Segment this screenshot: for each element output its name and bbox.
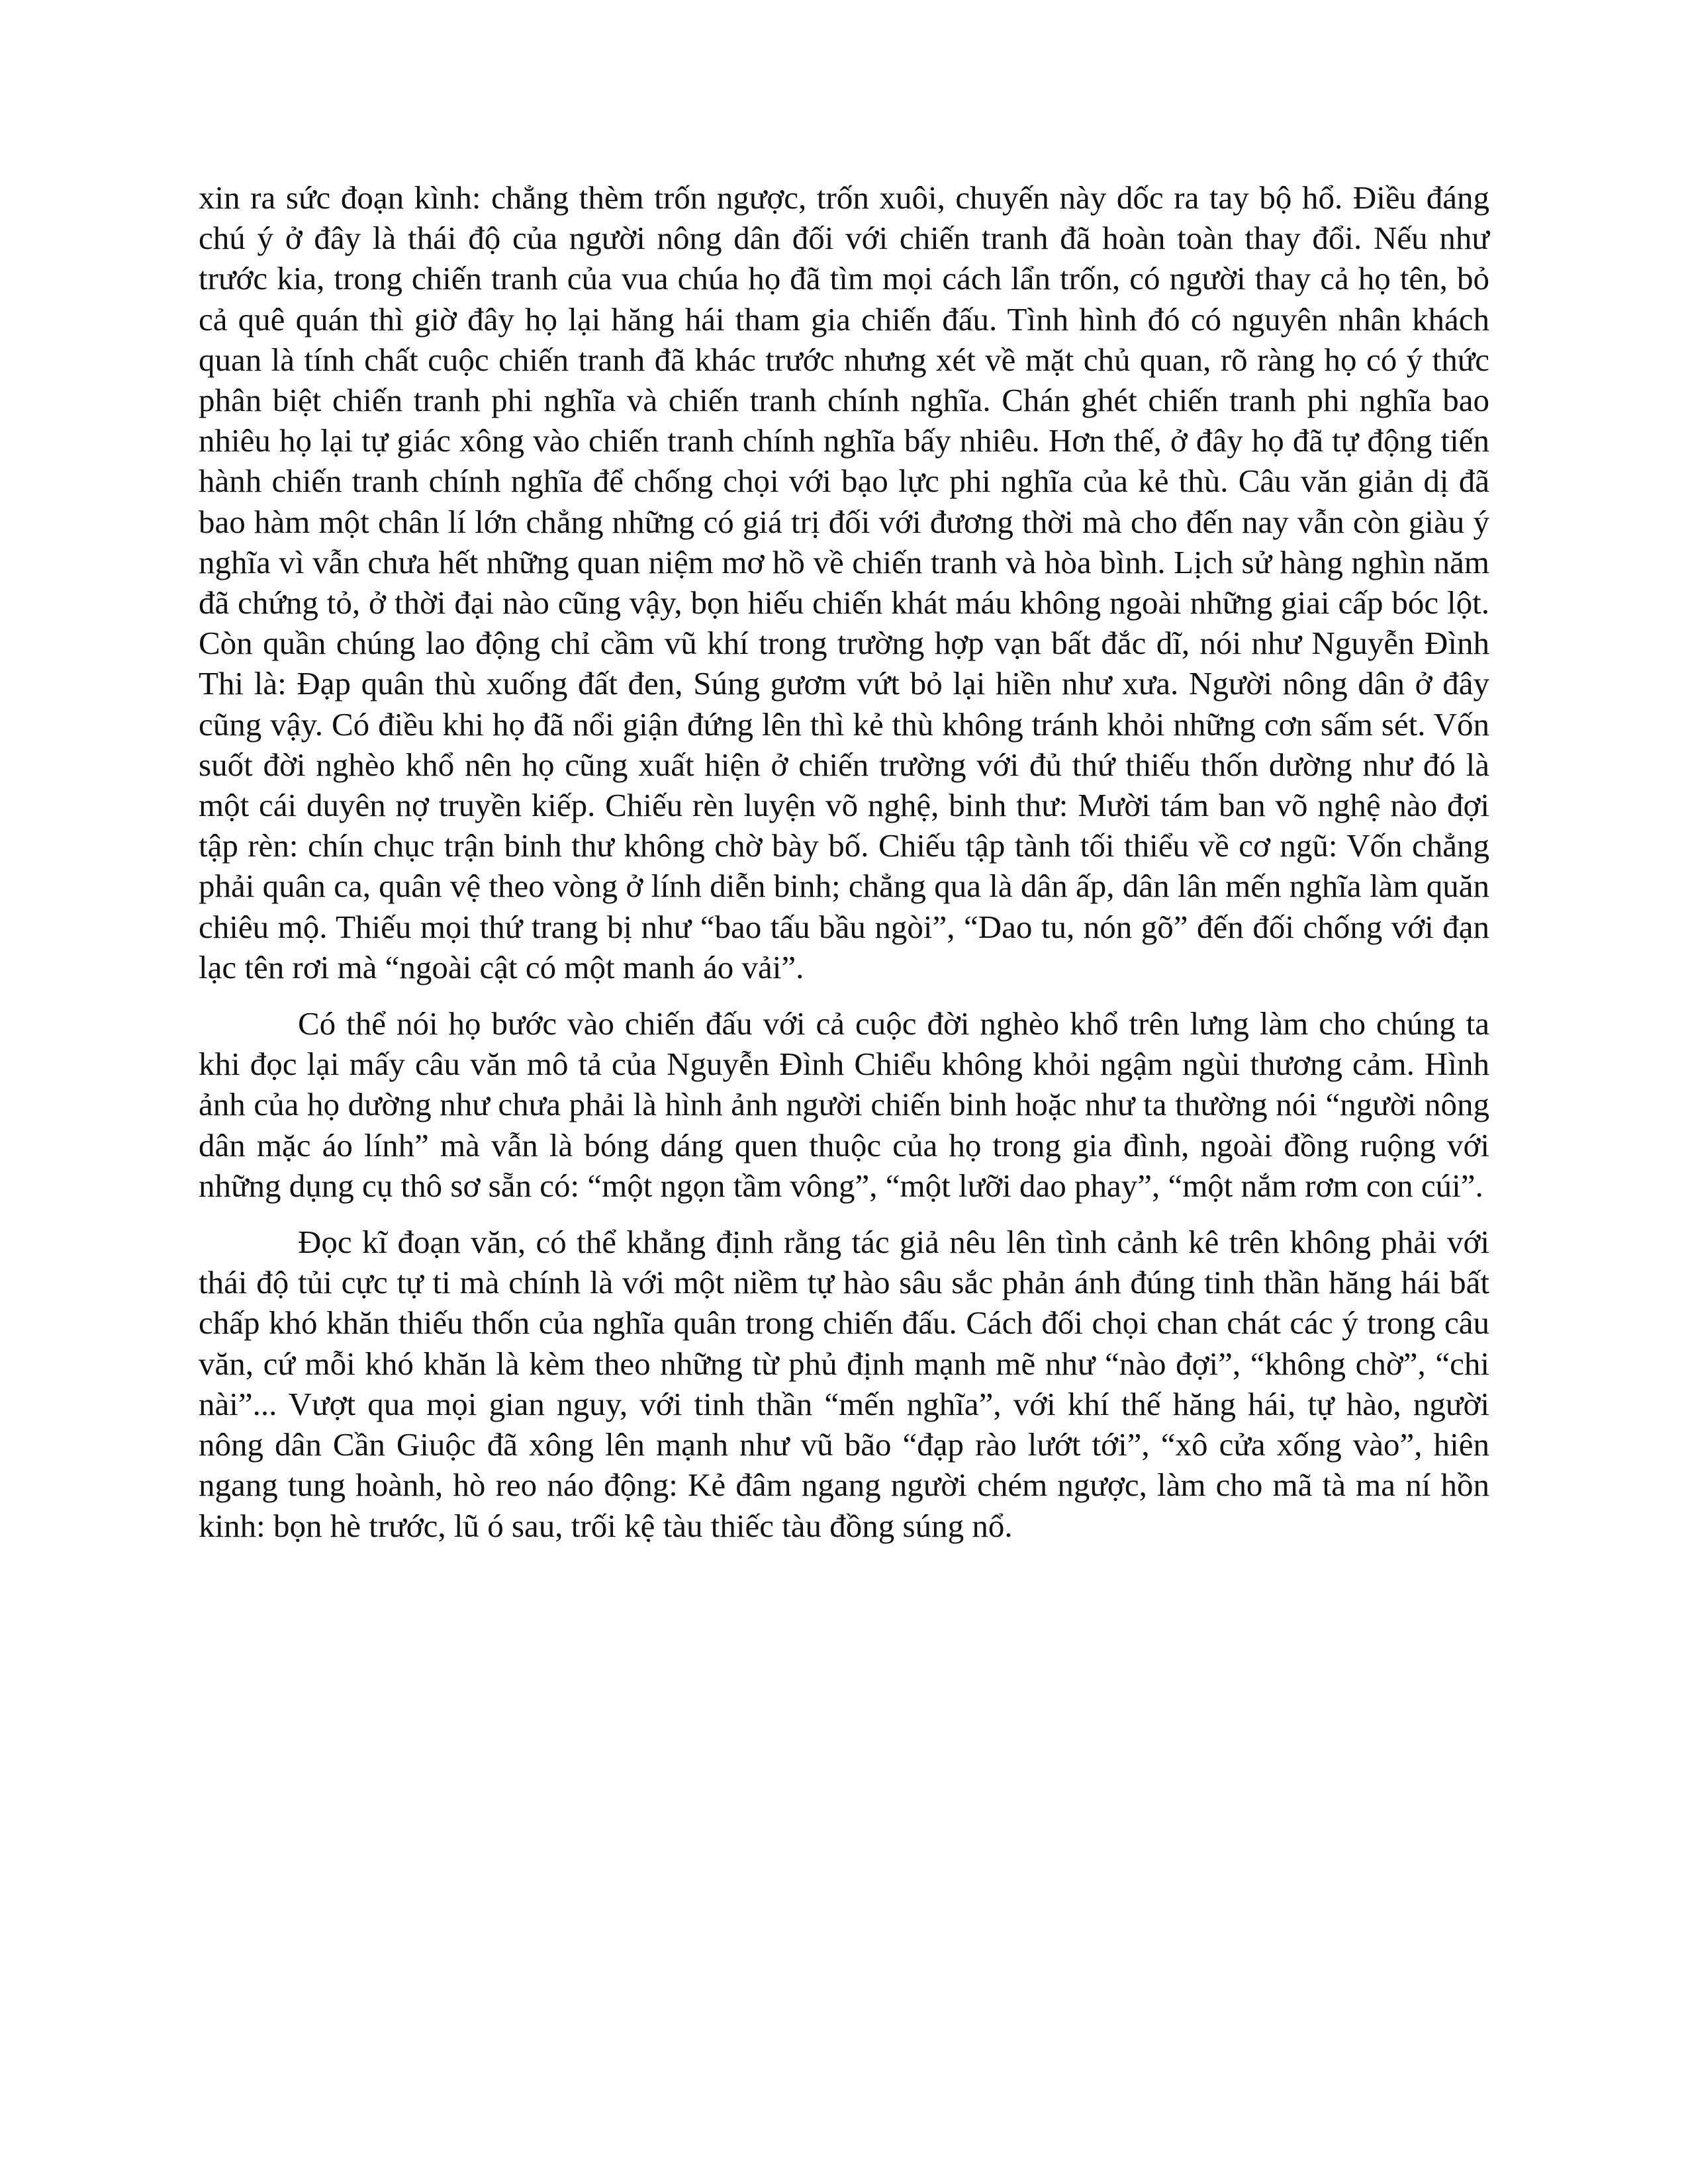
- paragraph-3: Đọc kĩ đoạn văn, có thể khẳng định rằng tác giả nêu lên tình cảnh kê trên không phải với thái độ tủi cực tự ti mà chính là với một niềm tự hào sâu sắc phản ánh đúng tinh thần hăng hái bất chấp khó khăn thiếu thốn của nghĩa quân trong chiến đấu. Cách đối chọi chan chát các ý trong câu văn, cứ mỗi khó khăn là kèm theo những từ phủ định mạnh mẽ như “nào đợi”, “không chờ”, “chi nài”... Vượt qua mọi gian nguy, với tinh thần “mến nghĩa”, với khí thế hăng hái, tự hào, người nông dân Cần Giuộc đã xông lên mạnh như vũ bão “đạp rào lướt tới”, “xô cửa xống vào”, hiên ngang tung hoành, hò reo náo động: Kẻ đâm ngang người chém ngược, làm cho mã tà ma ní hồn kinh: bọn hè trước, lũ ó sau, trối kệ tàu thiếc tàu đồng súng nổ.: [199, 1224, 1489, 1544]
- paragraph-1: xin ra sức đoạn kình: chẳng thèm trốn ngược, trốn xuôi, chuyến này dốc ra tay bộ hổ. Điều đáng chú ý ở đây là thái độ của người nông dân đối với chiến tranh đã hoàn toàn thay đổi. Nếu như trước kia, trong chiến tranh của vua chúa họ đã tìm mọi cách lẩn trốn, có người thay cả họ tên, bỏ cả quê quán thì giờ đây họ lại hăng hái tham gia chiến đấu. Tình hình đó có nguyên nhân khách quan là tính chất cuộc chiến tranh đã khác trước nhưng xét về mặt chủ quan, rõ ràng họ có ý thức phân biệt chiến tranh phi nghĩa và chiến tranh chính nghĩa. Chán ghét chiến tranh phi nghĩa bao nhiêu họ lại tự giác xông vào chiến tranh chính nghĩa bấy nhiêu. Hơn thế, ở đây họ đã tự động tiến hành chiến tranh chính nghĩa để chống chọi với bạo lực phi nghĩa của kẻ thù. Câu văn giản dị đã bao hàm một chân lí lớn chẳng những có giá trị đối với đương thời mà cho đến nay vẫn còn giàu ý nghĩa vì vẫn chưa hết những quan niệm mơ hồ về chiến tranh và hòa bình. Lịch sử hàng nghìn năm đã chứng tỏ, ở thời đại nào cũng vậy, bọn hiếu chiến khát máu không ngoài những giai cấp bóc lột. Còn quần chúng lao động chỉ cầm vũ khí trong trường hợp vạn bất đắc dĩ, nói như Nguyễn Đình Thi là: Đạp quân thù xuống đất đen, Súng gươm vứt bỏ lại hiền như xưa. Người nông dân ở đây cũng vậy. Có điều khi họ đã nổi giận đứng lên thì kẻ thù không tránh khỏi những cơn sấm sét. Vốn suốt đời nghèo khổ nên họ cũng xuất hiện ở chiến trường với đủ thứ thiếu thốn dường như đó là một cái duyên nợ truyền kiếp. Chiếu rèn luyện võ nghệ, binh thư: Mười tám ban võ nghệ nào đợi tập rèn: chín chục trận binh thư không chờ bày bố. Chiếu tập tành tối thiểu về cơ ngũ: Vốn chẳng phải quân ca, quân vệ theo vòng ở lính diễn binh; chẳng qua là dân ấp, dân lân mến nghĩa làm quăn chiêu mộ. Thiếu mọi thứ trang bị như “bao tấu bầu ngòi”, “Dao tu, nón gõ” đến đối chống với đạn lạc tên rơi mà “ngoài cật có một manh áo vải”.: [199, 179, 1489, 985]
- paragraph-2: Có thể nói họ bước vào chiến đấu với cả cuộc đời nghèo khổ trên lưng làm cho chúng ta khi đọc lại mấy câu văn mô tả của Nguyễn Đình Chiểu không khỏi ngậm ngùi thương cảm. Hình ảnh của họ dường như chưa phải là hình ảnh người chiến binh hoặc như ta thường nói “người nông dân mặc áo lính” mà vẫn là bóng dáng quen thuộc của họ trong gia đình, ngoài đồng ruộng với những dụng cụ thô sơ sẵn có: “một ngọn tầm vông”, “một lưỡi dao phay”, “một nắm rơm con cúi”.: [199, 1005, 1489, 1204]
- document-page: [199, 177, 1489, 1546]
